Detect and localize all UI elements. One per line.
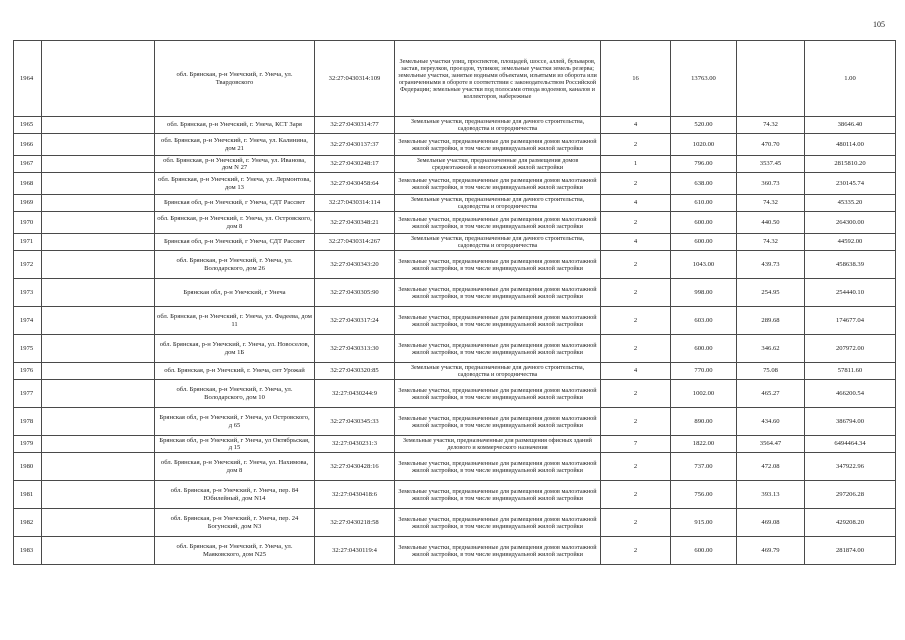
area-cell: 600.00: [671, 335, 737, 363]
table-row: [14, 509, 896, 537]
table-row: [14, 195, 896, 212]
row-number: 1980: [14, 453, 42, 481]
page-number: 105: [873, 20, 885, 29]
group-cell: 2: [601, 251, 671, 279]
empty-cell: [42, 537, 155, 565]
cadastral-value-cell: 429208.20: [805, 509, 896, 537]
specific-value-cell: 465.27: [737, 380, 805, 408]
specific-value-cell: 469.08: [737, 509, 805, 537]
group-cell: 4: [601, 234, 671, 251]
empty-cell: [42, 380, 155, 408]
cadastral-value-cell: 297206.28: [805, 481, 896, 509]
group-cell: 16: [601, 41, 671, 117]
empty-cell: [42, 335, 155, 363]
row-number: 1966: [14, 134, 42, 156]
area-cell: 1020.00: [671, 134, 737, 156]
specific-value-cell: 434.60: [737, 408, 805, 436]
group-cell: 2: [601, 481, 671, 509]
specific-value-cell: 346.62: [737, 335, 805, 363]
group-cell: 4: [601, 363, 671, 380]
empty-cell: [42, 212, 155, 234]
address-cell: Брянская обл, р-н Унечский, г Унеча, ул Октябрьская, д 15: [155, 436, 315, 453]
group-cell: 2: [601, 537, 671, 565]
area-cell: 770.00: [671, 363, 737, 380]
area-cell: 796.00: [671, 156, 737, 173]
group-cell: 2: [601, 380, 671, 408]
cadastral-value-cell: 174677.04: [805, 307, 896, 335]
row-number: 1967: [14, 156, 42, 173]
cadastral-number-cell: 32:27:0430231:3: [315, 436, 395, 453]
table-row: [14, 436, 896, 453]
cadastral-value-cell: 386794.00: [805, 408, 896, 436]
specific-value-cell: 472.08: [737, 453, 805, 481]
address-cell: обл. Брянская, р-н Унечский, г. Унеча, ул. Калинина, дом 21: [155, 134, 315, 156]
cadastral-value-cell: 44592.00: [805, 234, 896, 251]
land-use-cell: Земельные участки, предназначенные для размещения домов малоэтажной жилой застройки, в том числе индивидуальной жилой застройки: [395, 279, 601, 307]
address-cell: обл. Брянская, р-н Унечский, г. Унеча, ул. Иванова, дом N 27: [155, 156, 315, 173]
table-row: [14, 307, 896, 335]
group-cell: 2: [601, 335, 671, 363]
land-use-cell: Земельные участки, предназначенные для размещения домов малоэтажной жилой застройки, в том числе индивидуальной жилой застройки: [395, 134, 601, 156]
table-row: [14, 363, 896, 380]
address-cell: обл. Брянская, р-н Унечский, г. Унеча, пер. 84 Юбилейный, дом N14: [155, 481, 315, 509]
cadastral-value-cell: 264300.00: [805, 212, 896, 234]
cadastral-value-cell: 207972.00: [805, 335, 896, 363]
address-cell: Брянская обл, р-н Унечский, г Унеча, ул Островского, д 65: [155, 408, 315, 436]
table-row: [14, 279, 896, 307]
address-cell: обл. Брянская, р-н Унечский, г. Унеча, снт Урожай: [155, 363, 315, 380]
cadastral-value-cell: 2815810.20: [805, 156, 896, 173]
group-cell: 7: [601, 436, 671, 453]
area-cell: 998.00: [671, 279, 737, 307]
specific-value-cell: 75.08: [737, 363, 805, 380]
specific-value-cell: 360.73: [737, 173, 805, 195]
group-cell: 2: [601, 173, 671, 195]
specific-value-cell: 469.79: [737, 537, 805, 565]
land-use-cell: Земельные участки, предназначенные для размещения домов малоэтажной жилой застройки, в том числе индивидуальной жилой застройки: [395, 537, 601, 565]
specific-value-cell: 439.73: [737, 251, 805, 279]
group-cell: 2: [601, 509, 671, 537]
area-cell: 603.00: [671, 307, 737, 335]
empty-cell: [42, 251, 155, 279]
empty-cell: [42, 41, 155, 117]
cadastral-number-cell: 32:27:0430313:30: [315, 335, 395, 363]
cadastral-value-cell: 6494464.34: [805, 436, 896, 453]
cadastral-number-cell: 32:27:0430314:77: [315, 117, 395, 134]
row-number: 1982: [14, 509, 42, 537]
land-use-cell: Земельные участки, предназначенные для дачного строительства, садоводства и огородничества: [395, 117, 601, 134]
cadastral-number-cell: 32:27:0430458:64: [315, 173, 395, 195]
specific-value-cell: 74.32: [737, 117, 805, 134]
cadastral-value-cell: 230145.74: [805, 173, 896, 195]
specific-value-cell: [737, 41, 805, 117]
empty-cell: [42, 117, 155, 134]
land-use-cell: Земельные участки, предназначенные для размещения домов среднеэтажной и многоэтажной жилой застройки: [395, 156, 601, 173]
cadastral-value-cell: 480114.00: [805, 134, 896, 156]
row-number: 1965: [14, 117, 42, 134]
address-cell: обл. Брянская, р-н Унечский, г. Унеча, ул. Новоселов, дом 1Б: [155, 335, 315, 363]
cadastral-number-cell: 32:27:0430218:58: [315, 509, 395, 537]
cadastral-number-cell: 32:27:0430428:16: [315, 453, 395, 481]
cadastral-value-table: [13, 40, 896, 565]
row-number: 1974: [14, 307, 42, 335]
row-number: 1968: [14, 173, 42, 195]
address-cell: обл. Брянская, р-н Унечский, г. Унеча, КСТ Заря: [155, 117, 315, 134]
group-cell: 4: [601, 117, 671, 134]
empty-cell: [42, 408, 155, 436]
address-cell: обл. Брянская, р-н Унечский, г. Унеча, ул. Островского, дом 8: [155, 212, 315, 234]
row-number: 1972: [14, 251, 42, 279]
land-use-cell: Земельные участки, предназначенные для размещения домов малоэтажной жилой застройки, в том числе индивидуальной жилой застройки: [395, 481, 601, 509]
group-cell: 2: [601, 212, 671, 234]
table-row: [14, 212, 896, 234]
land-use-cell: Земельные участки, предназначенные для размещения домов малоэтажной жилой застройки, в том числе индивидуальной жилой застройки: [395, 509, 601, 537]
address-cell: Брянская обл, р-н Унечский, г Унеча: [155, 279, 315, 307]
cadastral-number-cell: 32:27:0430137:37: [315, 134, 395, 156]
cadastral-number-cell: 32:27:0430119:4: [315, 537, 395, 565]
table-row: [14, 251, 896, 279]
empty-cell: [42, 195, 155, 212]
land-use-cell: Земельные участки улиц, проспектов, площадей, шоссе, аллей, бульваров, застав, переулков, проездов, тупиков; земельные участки земель резерва; земельные участки, занятые водными объектами, изъятыми из оборота или ограниченными в обороте в соответствии с законодательством Российской Федерации; земельные участки под полосами отвода водоемов, каналов и коллекторов, набережные: [395, 41, 601, 117]
specific-value-cell: 470.70: [737, 134, 805, 156]
cadastral-number-cell: 32:27:0430248:17: [315, 156, 395, 173]
address-cell: обл. Брянская, р-н Унечский, г. Унеча, ул. Нахимова, дом 8: [155, 453, 315, 481]
cadastral-value-cell: 466200.54: [805, 380, 896, 408]
cadastral-value-cell: 281874.00: [805, 537, 896, 565]
cadastral-number-cell: 32:27:0430314:267: [315, 234, 395, 251]
group-cell: 2: [601, 408, 671, 436]
land-use-cell: Земельные участки, предназначенные для размещения домов малоэтажной жилой застройки, в том числе индивидуальной жилой застройки: [395, 453, 601, 481]
area-cell: 520.00: [671, 117, 737, 134]
land-use-cell: Земельные участки, предназначенные для размещения домов малоэтажной жилой застройки, в том числе индивидуальной жилой застройки: [395, 408, 601, 436]
row-number: 1973: [14, 279, 42, 307]
specific-value-cell: 74.32: [737, 234, 805, 251]
table-row: [14, 453, 896, 481]
table-row: [14, 380, 896, 408]
empty-cell: [42, 156, 155, 173]
area-cell: 638.00: [671, 173, 737, 195]
cadastral-value-cell: 254440.10: [805, 279, 896, 307]
cadastral-value-cell: 458638.39: [805, 251, 896, 279]
row-number: 1978: [14, 408, 42, 436]
row-number: 1977: [14, 380, 42, 408]
land-use-cell: Земельные участки, предназначенные для дачного строительства, садоводства и огородничества: [395, 234, 601, 251]
cadastral-number-cell: 32:27:0430305:90: [315, 279, 395, 307]
cadastral-number-cell: 32:27:0430314:114: [315, 195, 395, 212]
table-row: [14, 335, 896, 363]
empty-cell: [42, 307, 155, 335]
cadastral-value-cell: 57811.60: [805, 363, 896, 380]
row-number: 1970: [14, 212, 42, 234]
area-cell: 610.00: [671, 195, 737, 212]
area-cell: 600.00: [671, 234, 737, 251]
row-number: 1981: [14, 481, 42, 509]
address-cell: обл. Брянская, р-н Унечский, г. Унеча, ул. Маяковского, дом N25: [155, 537, 315, 565]
area-cell: 915.00: [671, 509, 737, 537]
address-cell: Брянская обл, р-н Унечский, г Унеча, СДТ Рассвет: [155, 234, 315, 251]
group-cell: 2: [601, 279, 671, 307]
empty-cell: [42, 234, 155, 251]
cadastral-number-cell: 32:27:0430314:109: [315, 41, 395, 117]
table-row: [14, 481, 896, 509]
area-cell: 13763.00: [671, 41, 737, 117]
land-use-cell: Земельные участки, предназначенные для размещения домов малоэтажной жилой застройки, в том числе индивидуальной жилой застройки: [395, 173, 601, 195]
table-row: [14, 41, 896, 117]
empty-cell: [42, 279, 155, 307]
specific-value-cell: 74.32: [737, 195, 805, 212]
group-cell: 2: [601, 134, 671, 156]
row-number: 1971: [14, 234, 42, 251]
cadastral-value-cell: 347922.96: [805, 453, 896, 481]
specific-value-cell: 254.95: [737, 279, 805, 307]
area-cell: 1002.00: [671, 380, 737, 408]
specific-value-cell: 440.50: [737, 212, 805, 234]
land-use-cell: Земельные участки, предназначенные для размещения офисных зданий делового и коммерческого назначения: [395, 436, 601, 453]
address-cell: обл. Брянская, р-н Унечский, г. Унеча, ул. Твардовского: [155, 41, 315, 117]
table-row: [14, 537, 896, 565]
cadastral-number-cell: 32:27:0430317:24: [315, 307, 395, 335]
land-use-cell: Земельные участки, предназначенные для размещения домов малоэтажной жилой застройки, в том числе индивидуальной жилой застройки: [395, 212, 601, 234]
row-number: 1976: [14, 363, 42, 380]
address-cell: Брянская обл, р-н Унечский, г Унеча, СДТ Рассвет: [155, 195, 315, 212]
specific-value-cell: 289.68: [737, 307, 805, 335]
address-cell: обл. Брянская, р-н Унечский, г. Унеча, ул. Володарского, дом 10: [155, 380, 315, 408]
empty-cell: [42, 134, 155, 156]
address-cell: обл. Брянская, р-н Унечский, г. Унеча, ул. Володарского, дом 26: [155, 251, 315, 279]
table-row: [14, 173, 896, 195]
cadastral-number-cell: 32:27:0430244:9: [315, 380, 395, 408]
land-use-cell: Земельные участки, предназначенные для размещения домов малоэтажной жилой застройки, в том числе индивидуальной жилой застройки: [395, 380, 601, 408]
table-row: [14, 234, 896, 251]
specific-value-cell: 3564.47: [737, 436, 805, 453]
row-number: 1979: [14, 436, 42, 453]
area-cell: 890.00: [671, 408, 737, 436]
empty-cell: [42, 436, 155, 453]
area-cell: 1043.00: [671, 251, 737, 279]
land-use-cell: Земельные участки, предназначенные для размещения домов малоэтажной жилой застройки, в том числе индивидуальной жилой застройки: [395, 307, 601, 335]
cadastral-number-cell: 32:27:0430418:6: [315, 481, 395, 509]
area-cell: 1822.00: [671, 436, 737, 453]
land-use-cell: Земельные участки, предназначенные для дачного строительства, садоводства и огородничества: [395, 363, 601, 380]
group-cell: 1: [601, 156, 671, 173]
table-row: [14, 156, 896, 173]
address-cell: обл. Брянская, р-н Унечский, г. Унеча, пер. 24 Богунский, дом N3: [155, 509, 315, 537]
group-cell: 2: [601, 453, 671, 481]
area-cell: 600.00: [671, 212, 737, 234]
row-number: 1983: [14, 537, 42, 565]
table-row: [14, 408, 896, 436]
empty-cell: [42, 363, 155, 380]
specific-value-cell: 3537.45: [737, 156, 805, 173]
empty-cell: [42, 509, 155, 537]
land-use-cell: Земельные участки, предназначенные для дачного строительства, садоводства и огородничества: [395, 195, 601, 212]
cadastral-value-cell: 1.00: [805, 41, 896, 117]
cadastral-number-cell: 32:27:0430343:20: [315, 251, 395, 279]
table-row: [14, 117, 896, 134]
row-number: 1964: [14, 41, 42, 117]
area-cell: 756.00: [671, 481, 737, 509]
empty-cell: [42, 173, 155, 195]
cadastral-value-cell: 38646.40: [805, 117, 896, 134]
cadastral-value-cell: 45335.20: [805, 195, 896, 212]
cadastral-number-cell: 32:27:0430320:85: [315, 363, 395, 380]
group-cell: 2: [601, 307, 671, 335]
empty-cell: [42, 481, 155, 509]
row-number: 1975: [14, 335, 42, 363]
group-cell: 4: [601, 195, 671, 212]
empty-cell: [42, 453, 155, 481]
cadastral-number-cell: 32:27:0430345:33: [315, 408, 395, 436]
cadastral-number-cell: 32:27:0430348:21: [315, 212, 395, 234]
area-cell: 600.00: [671, 537, 737, 565]
land-use-cell: Земельные участки, предназначенные для размещения домов малоэтажной жилой застройки, в том числе индивидуальной жилой застройки: [395, 335, 601, 363]
table-body: [14, 41, 896, 565]
address-cell: обл. Брянская, р-н Унечский, г. Унеча, ул. Фадеева, дом 11: [155, 307, 315, 335]
address-cell: обл. Брянская, р-н Унечский, г. Унеча, ул. Лермонтова, дом 13: [155, 173, 315, 195]
table-row: [14, 134, 896, 156]
specific-value-cell: 393.13: [737, 481, 805, 509]
row-number: 1969: [14, 195, 42, 212]
area-cell: 737.00: [671, 453, 737, 481]
land-use-cell: Земельные участки, предназначенные для размещения домов малоэтажной жилой застройки, в том числе индивидуальной жилой застройки: [395, 251, 601, 279]
